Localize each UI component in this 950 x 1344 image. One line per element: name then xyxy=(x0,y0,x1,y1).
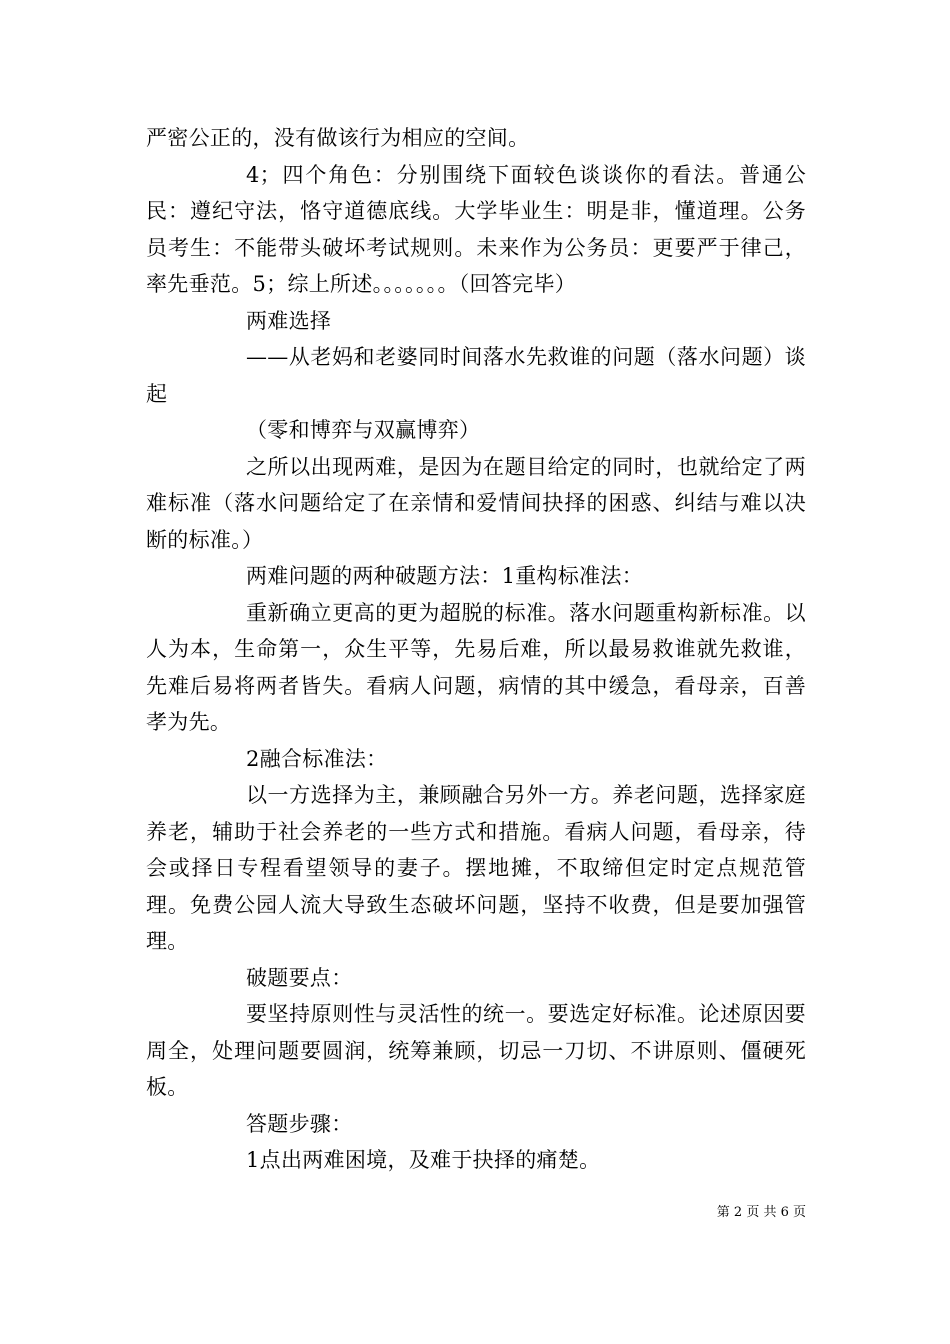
section-heading: 两难选择 xyxy=(246,308,332,333)
paragraph: 以一方选择为主，兼顾融合另外一方。养老问题，选择家庭养老，辅助于社会养老的一些方式和措施。看病人问题，看母亲，待会或择日专程看望领导的妻子。摆地摊，不取缔但定时定点规范管理。免费公园人流大导致生态破坏问题，坚持不收费，但是要加强管理。 xyxy=(146,783,806,953)
paragraph: 2融合标准法： xyxy=(246,746,388,771)
paragraph: 重新确立更高的更为超脱的标准。落水问题重构新标准。以人为本，生命第一，众生平等，先易后难，所以最易救谁就先救谁，先难后易将两者皆失。看病人问题，病情的其中缓急，看母亲，百善孝为先。 xyxy=(146,600,806,734)
paragraph: 4；四个角色：分别围绕下面较色谈谈你的看法。普通公民：遵纪守法，恪守道德底线。大学毕业生：明是非，懂道理。公务员考生：不能带头破坏考试规则。未来作为公务员：更要严于律己，率先垂范。5；综上所述。。。。。。。（回答完毕） xyxy=(146,162,806,296)
subtitle: （零和博弈与双赢博弈） xyxy=(246,418,481,442)
paragraph: 要坚持原则性与灵活性的统一。要选定好标准。论述原因要周全，处理问题要圆润，统筹兼顾，切忌一刀切、不讲原则、僵硬死板。 xyxy=(146,1002,806,1099)
paragraph: 之所以出现两难，是因为在题目给定的同时，也就给定了两难标准（落水问题给定了在亲情和爱情间抉择的困惑、纠结与难以决断的标准。） xyxy=(146,454,806,552)
subtitle: ——从老妈和老婆同时间落水先救谁的问题（落水问题）谈起 xyxy=(146,345,806,406)
paragraph: 1点出两难困境，及难于抉择的痛楚。 xyxy=(246,1148,601,1172)
body-text xyxy=(146,120,806,1179)
paragraph: 破题要点： xyxy=(246,965,353,990)
paragraph: 答题步骤： xyxy=(246,1111,353,1136)
paragraph: 两难问题的两种破题方法：1重构标准法： xyxy=(246,564,644,588)
page-number: 第 2 页 共 6 页 xyxy=(716,1205,806,1220)
paragraph: 严密公正的，没有做该行为相应的空间。 xyxy=(146,126,530,150)
